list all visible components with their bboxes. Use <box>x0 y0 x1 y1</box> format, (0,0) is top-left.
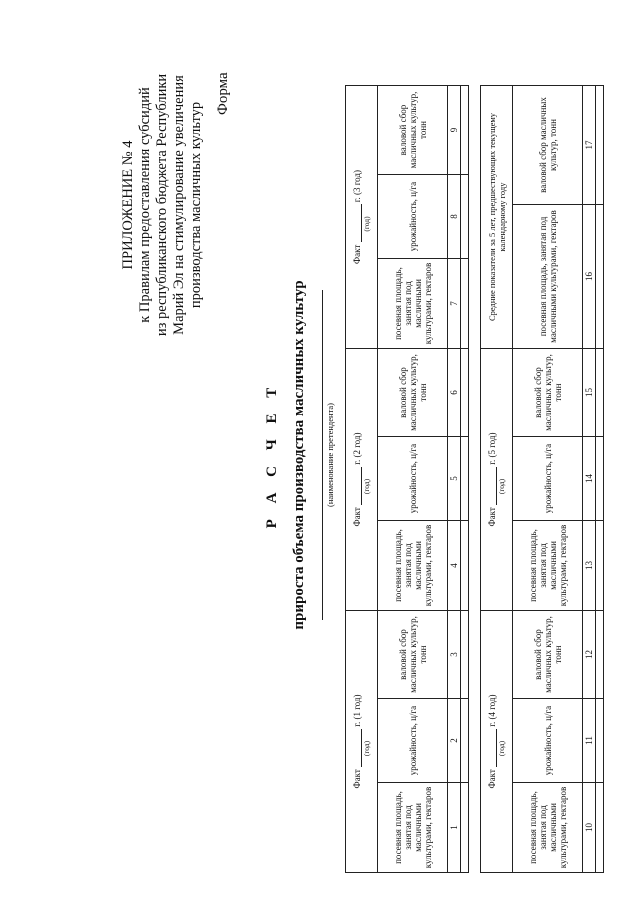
appendix-number: ПРИЛОЖЕНИЕ № 4 <box>120 140 136 270</box>
col-header: валовой сбор масличных культур, тонн <box>378 86 448 175</box>
table-row <box>378 86 448 873</box>
calculation-table-2 <box>480 85 604 873</box>
appendix-block <box>120 5 205 405</box>
col-number: 13 <box>583 521 596 611</box>
table-row <box>461 86 469 873</box>
col-number: 2 <box>448 699 461 783</box>
col-number: 5 <box>448 437 461 521</box>
col-number: 8 <box>448 175 461 259</box>
col-number: 17 <box>583 86 596 205</box>
applicant-line <box>322 290 323 620</box>
col-header: валовой сбор масличных культур, тонн <box>513 349 583 437</box>
col-header: посевная площадь, занятая под масличными культурами, гектаров <box>378 259 448 349</box>
document-subtitle: прироста объема производства масличных культур <box>291 280 307 630</box>
table-row <box>346 86 378 873</box>
col-header: урожайность, ц/га <box>513 437 583 521</box>
col-header: урожайность, ц/га <box>513 699 583 783</box>
col-header: валовой сбор масличных культур, тонн <box>378 349 448 437</box>
col-header: валовой сбор масличных культур, тонн <box>513 611 583 699</box>
document-heading <box>258 195 335 715</box>
fact-header-2: Факт г. (2 год) (год) <box>346 349 378 611</box>
appendix-line: Марий Эл на стимулирование увеличения <box>171 75 187 335</box>
appendix-line: из республиканского бюджета Республики <box>154 73 170 337</box>
form-label: Форма <box>215 72 231 115</box>
col-number: 6 <box>448 349 461 437</box>
appendix-line: производства масличных культур <box>188 101 204 309</box>
col-header: урожайность, ц/га <box>378 437 448 521</box>
fact-header-5: Факт г. (5 год) (год) <box>481 349 513 611</box>
col-header: урожайность, ц/га <box>378 699 448 783</box>
col-header: посевная площадь, занятая под масличными культурами, гектаров <box>378 783 448 873</box>
col-number: 16 <box>583 205 596 349</box>
col-number: 12 <box>583 611 596 699</box>
col-header: посевная площадь, занятая под масличными культурами, гектаров <box>513 205 583 349</box>
col-header: посевная площадь, занятая под масличными культурами, гектаров <box>378 521 448 611</box>
col-number: 10 <box>583 783 596 873</box>
col-header: посевная площадь, занятая под масличными культурами, гектаров <box>513 521 583 611</box>
table-row <box>513 86 583 873</box>
fact-header-3: Факт г. (3 год) (год) <box>346 86 378 349</box>
fact-header-4: Факт г. (4 год) (год) <box>481 611 513 873</box>
table-row <box>481 86 513 873</box>
col-number: 11 <box>583 699 596 783</box>
average-header: Средние показатели за 5 лет, предшествующих текущему календарному году <box>481 86 513 349</box>
col-number: 7 <box>448 259 461 349</box>
col-number: 4 <box>448 521 461 611</box>
col-number: 3 <box>448 611 461 699</box>
col-number: 15 <box>583 349 596 437</box>
col-number: 9 <box>448 86 461 175</box>
table-row <box>583 86 596 873</box>
col-number: 14 <box>583 437 596 521</box>
col-header: валовой сбор масличных культур, тонн <box>513 86 583 205</box>
col-header: валовой сбор масличных культур, тонн <box>378 611 448 699</box>
appendix-line: к Правилам предоставления субсидий <box>137 87 153 323</box>
col-header: урожайность, ц/га <box>378 175 448 259</box>
col-number: 1 <box>448 783 461 873</box>
fact-header-1: Факт г. (1 год) (год) <box>346 611 378 873</box>
col-header: посевная площадь, занятая под масличными культурами, гектаров <box>513 783 583 873</box>
calculation-table-1 <box>345 85 469 873</box>
applicant-caption: (наименование претендента) <box>325 403 335 507</box>
table-row <box>596 86 604 873</box>
document-title: Р А С Ч Е Т <box>264 381 280 529</box>
table-row <box>448 86 461 873</box>
